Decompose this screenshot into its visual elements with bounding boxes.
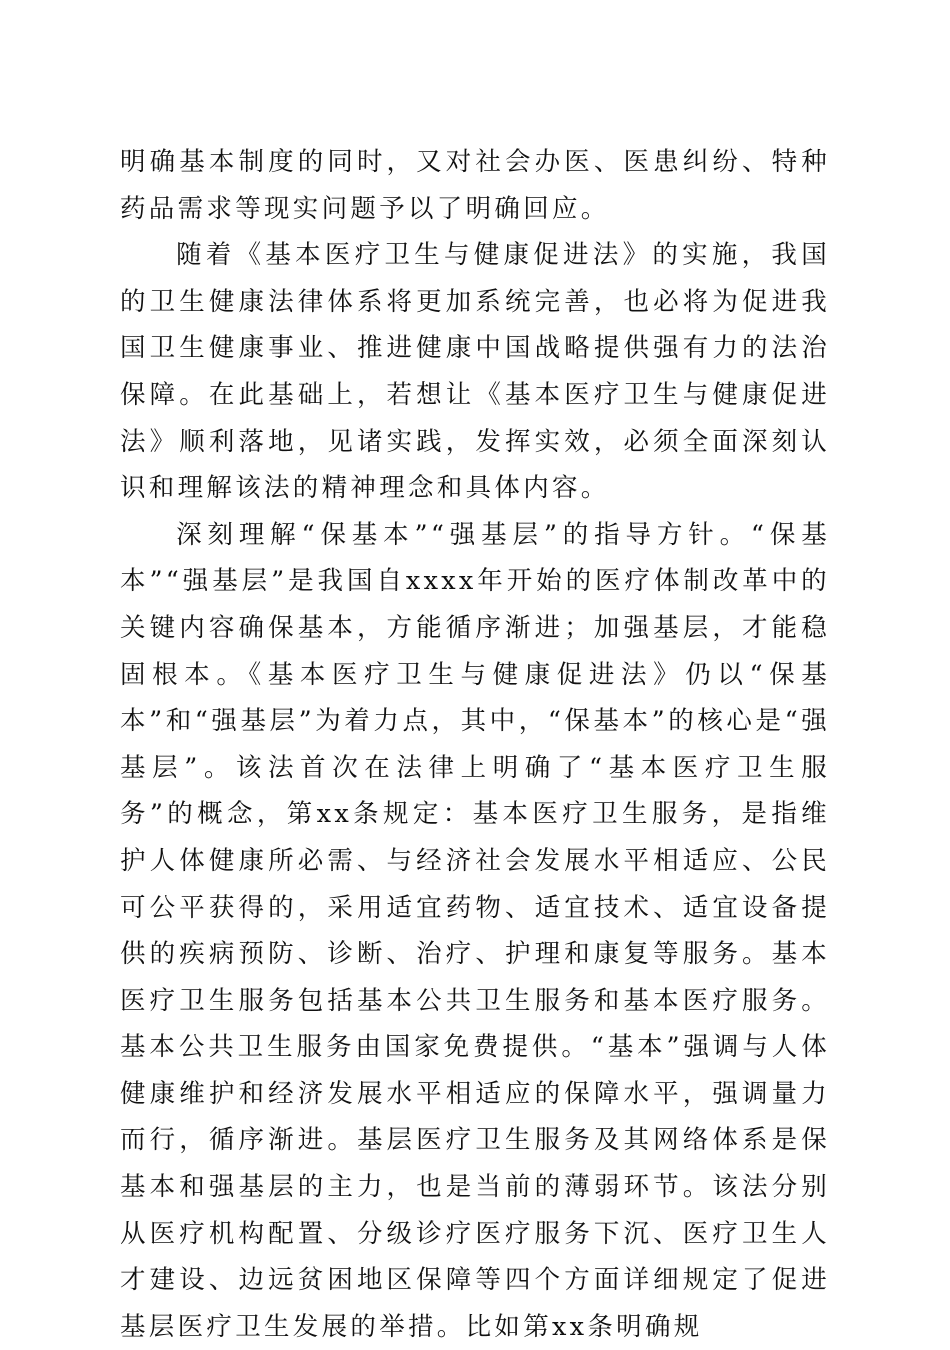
body-text [120,139,830,1350]
paragraph-2: 随着《基本医疗卫生与健康促进法》的实施，我国的卫生健康法律体系将更加系统完善，也必将为促进我国卫生健康事业、推进健康中国战略提供强有力的法治保障。在此基础上，若想让《基本医疗卫生与健康促进法》顺利落地，见诸实践，发挥实效，必须全面深刻认识和理解该法的精神理念和具体内容。 [120,240,830,504]
paragraph-1: 明确基本制度的同时，又对社会办医、医患纠纷、特种药品需求等现实问题予以了明确回应。 [120,147,830,224]
paragraph-3: 深刻理解“保基本”“强基层”的指导方针。“保基本”“强基层”是我国自xxxx年开始的医疗体制改革中的关键内容确保基本，方能循序渐进；加强基层，才能稳固根本。《基本医疗卫生与健康促进法》仍以“保基本”和“强基层”为着力点，其中，“保基本”的核心是“强基层”。该法首次在法律上明确了“基本医疗卫生服务”的概念，第xx条规定：基本医疗卫生服务，是指维护人体健康所必需、与经济社会发展水平相适应、公民可公平获得的，采用适宜药物、适宜技术、适宜设备提供的疾病预防、诊断、治疗、护理和康复等服务。基本医疗卫生服务包括基本公共卫生服务和基本医疗服务。基本公共卫生服务由国家免费提供。“基本”强调与人体健康维护和经济发展水平相适应的保障水平，强调量力而行，循序渐进。基层医疗卫生服务及其网络体系是保基本和强基层的主力，也是当前的薄弱环节。该法分别从医疗机构配置、分级诊疗医疗服务下沉、医疗卫生人才建设、边远贫困地区保障等四个方面详细规定了促进基层医疗卫生发展的举措。比如第xx条明确规 [120,519,830,1342]
